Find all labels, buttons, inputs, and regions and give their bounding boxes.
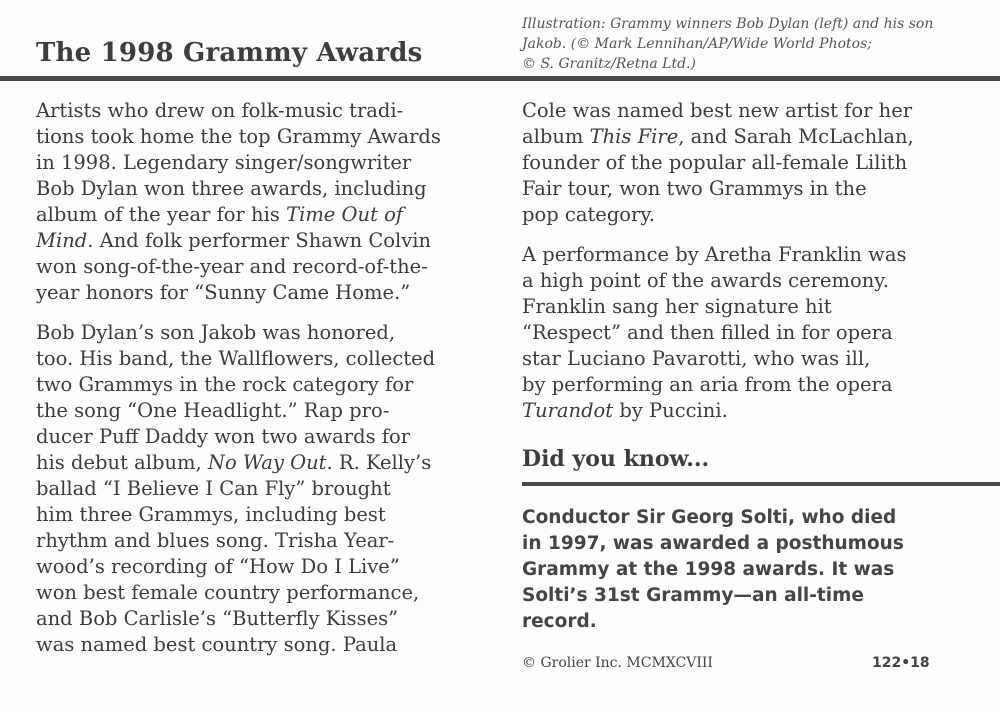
text-segment: . R. Kelly’s [326,451,432,474]
text-line: two Grammys in the rock category for [36,373,414,396]
paragraph [36,98,506,306]
paragraph-gap [522,228,972,242]
paragraph [36,320,506,658]
did-you-know-text [522,505,992,635]
text-segment: by Puccini. [613,399,728,422]
text-line: a high point of the awards ceremony. [522,269,889,292]
text-line: rhythm and blues song. Trisha Year- [36,529,395,552]
italic-title: Mind [36,229,88,252]
italic-title: Turandot [522,399,614,422]
text-line: Fair tour, won two Grammys in the [522,177,867,200]
text-line: A performance by Aretha Franklin was [522,243,907,266]
text-segment: album of the year for his [36,203,287,226]
caption-line: © S. Granitz/Retna Ltd.) [522,56,696,72]
italic-title: This Fire [589,125,679,148]
italic-title: Time Out of [286,203,404,226]
text-line: Solti’s 31st Grammy—an all-time [522,585,864,606]
text-line: and Bob Carlisle’s “Butterfly Kisses” [36,607,399,630]
text-line: by performing an aria from the opera [522,373,893,396]
italic-title: No Way Out [207,451,327,474]
paragraph [522,242,972,424]
text-line: Bob Dylan’s son Jakob was honored, [36,321,396,344]
left-column [36,98,506,658]
text-line: the song “One Headlight.” Rap pro- [36,399,390,422]
text-line: won best female country performance, [36,581,420,604]
illustration-caption [522,14,992,74]
text-line: Bob Dylan won three awards, including [36,177,427,200]
text-line: won song-of-the-year and record-of-the- [36,255,428,278]
text-line: was named best country song. Paula [36,633,398,656]
text-line [522,124,972,150]
text-line: too. His band, the Wallflowers, collected [36,347,436,370]
text-line: tions took home the top Grammy Awards [36,125,441,148]
right-column [522,98,972,424]
text-line: Artists who drew on folk-music tradi- [36,99,404,122]
text-line: in 1998. Legendary singer/songwriter [36,151,412,174]
text-line [36,202,506,228]
text-line: in 1997, was awarded a posthumous [522,533,904,554]
caption-line: Illustration: Grammy winners Bob Dylan (left) and his son [522,16,934,32]
text-line: founder of the popular all-female Lilith [522,151,908,174]
text-line: Grammy at the 1998 awards. It was [522,559,895,580]
text-line: ballad “I Believe I Can Fly” brought [36,477,391,500]
text-line: wood’s recording of “How Do I Live” [36,555,400,578]
text-line: record. [522,611,597,632]
text-line [36,450,506,476]
caption-line: Jakob. (© Mark Lennihan/AP/Wide World Photos; [522,36,872,52]
paragraph-gap [36,306,506,320]
text-line: Franklin sang her signature hit [522,295,832,318]
card-title: The 1998 Grammy Awards [36,38,423,68]
text-line: pop category. [522,203,655,226]
text-line: year honors for “Sunny Came Home.” [36,281,411,304]
text-line [522,398,972,424]
did-you-know-divider [522,482,1000,486]
text-line: Conductor Sir Georg Solti, who died [522,507,897,528]
text-line: ducer Puff Daddy won two awards for [36,425,411,448]
text-line: “Respect” and then filled in for opera [522,321,893,344]
text-line: star Luciano Pavarotti, who was ill, [522,347,871,370]
text-line: Cole was named best new artist for her [522,99,913,122]
copyright-notice: © Grolier Inc. MCMXCVIII [522,655,713,671]
text-segment: his debut album, [36,451,208,474]
card-number: 122•18 [872,655,930,671]
text-segment: album [522,125,590,148]
header-divider [0,76,1000,81]
paragraph [522,98,972,228]
text-segment: . And folk performer Shawn Colvin [87,229,432,252]
text-line: him three Grammys, including best [36,503,386,526]
text-segment: , and Sarah McLachlan, [678,125,914,148]
did-you-know-heading: Did you know... [522,446,710,472]
text-line [36,228,506,254]
